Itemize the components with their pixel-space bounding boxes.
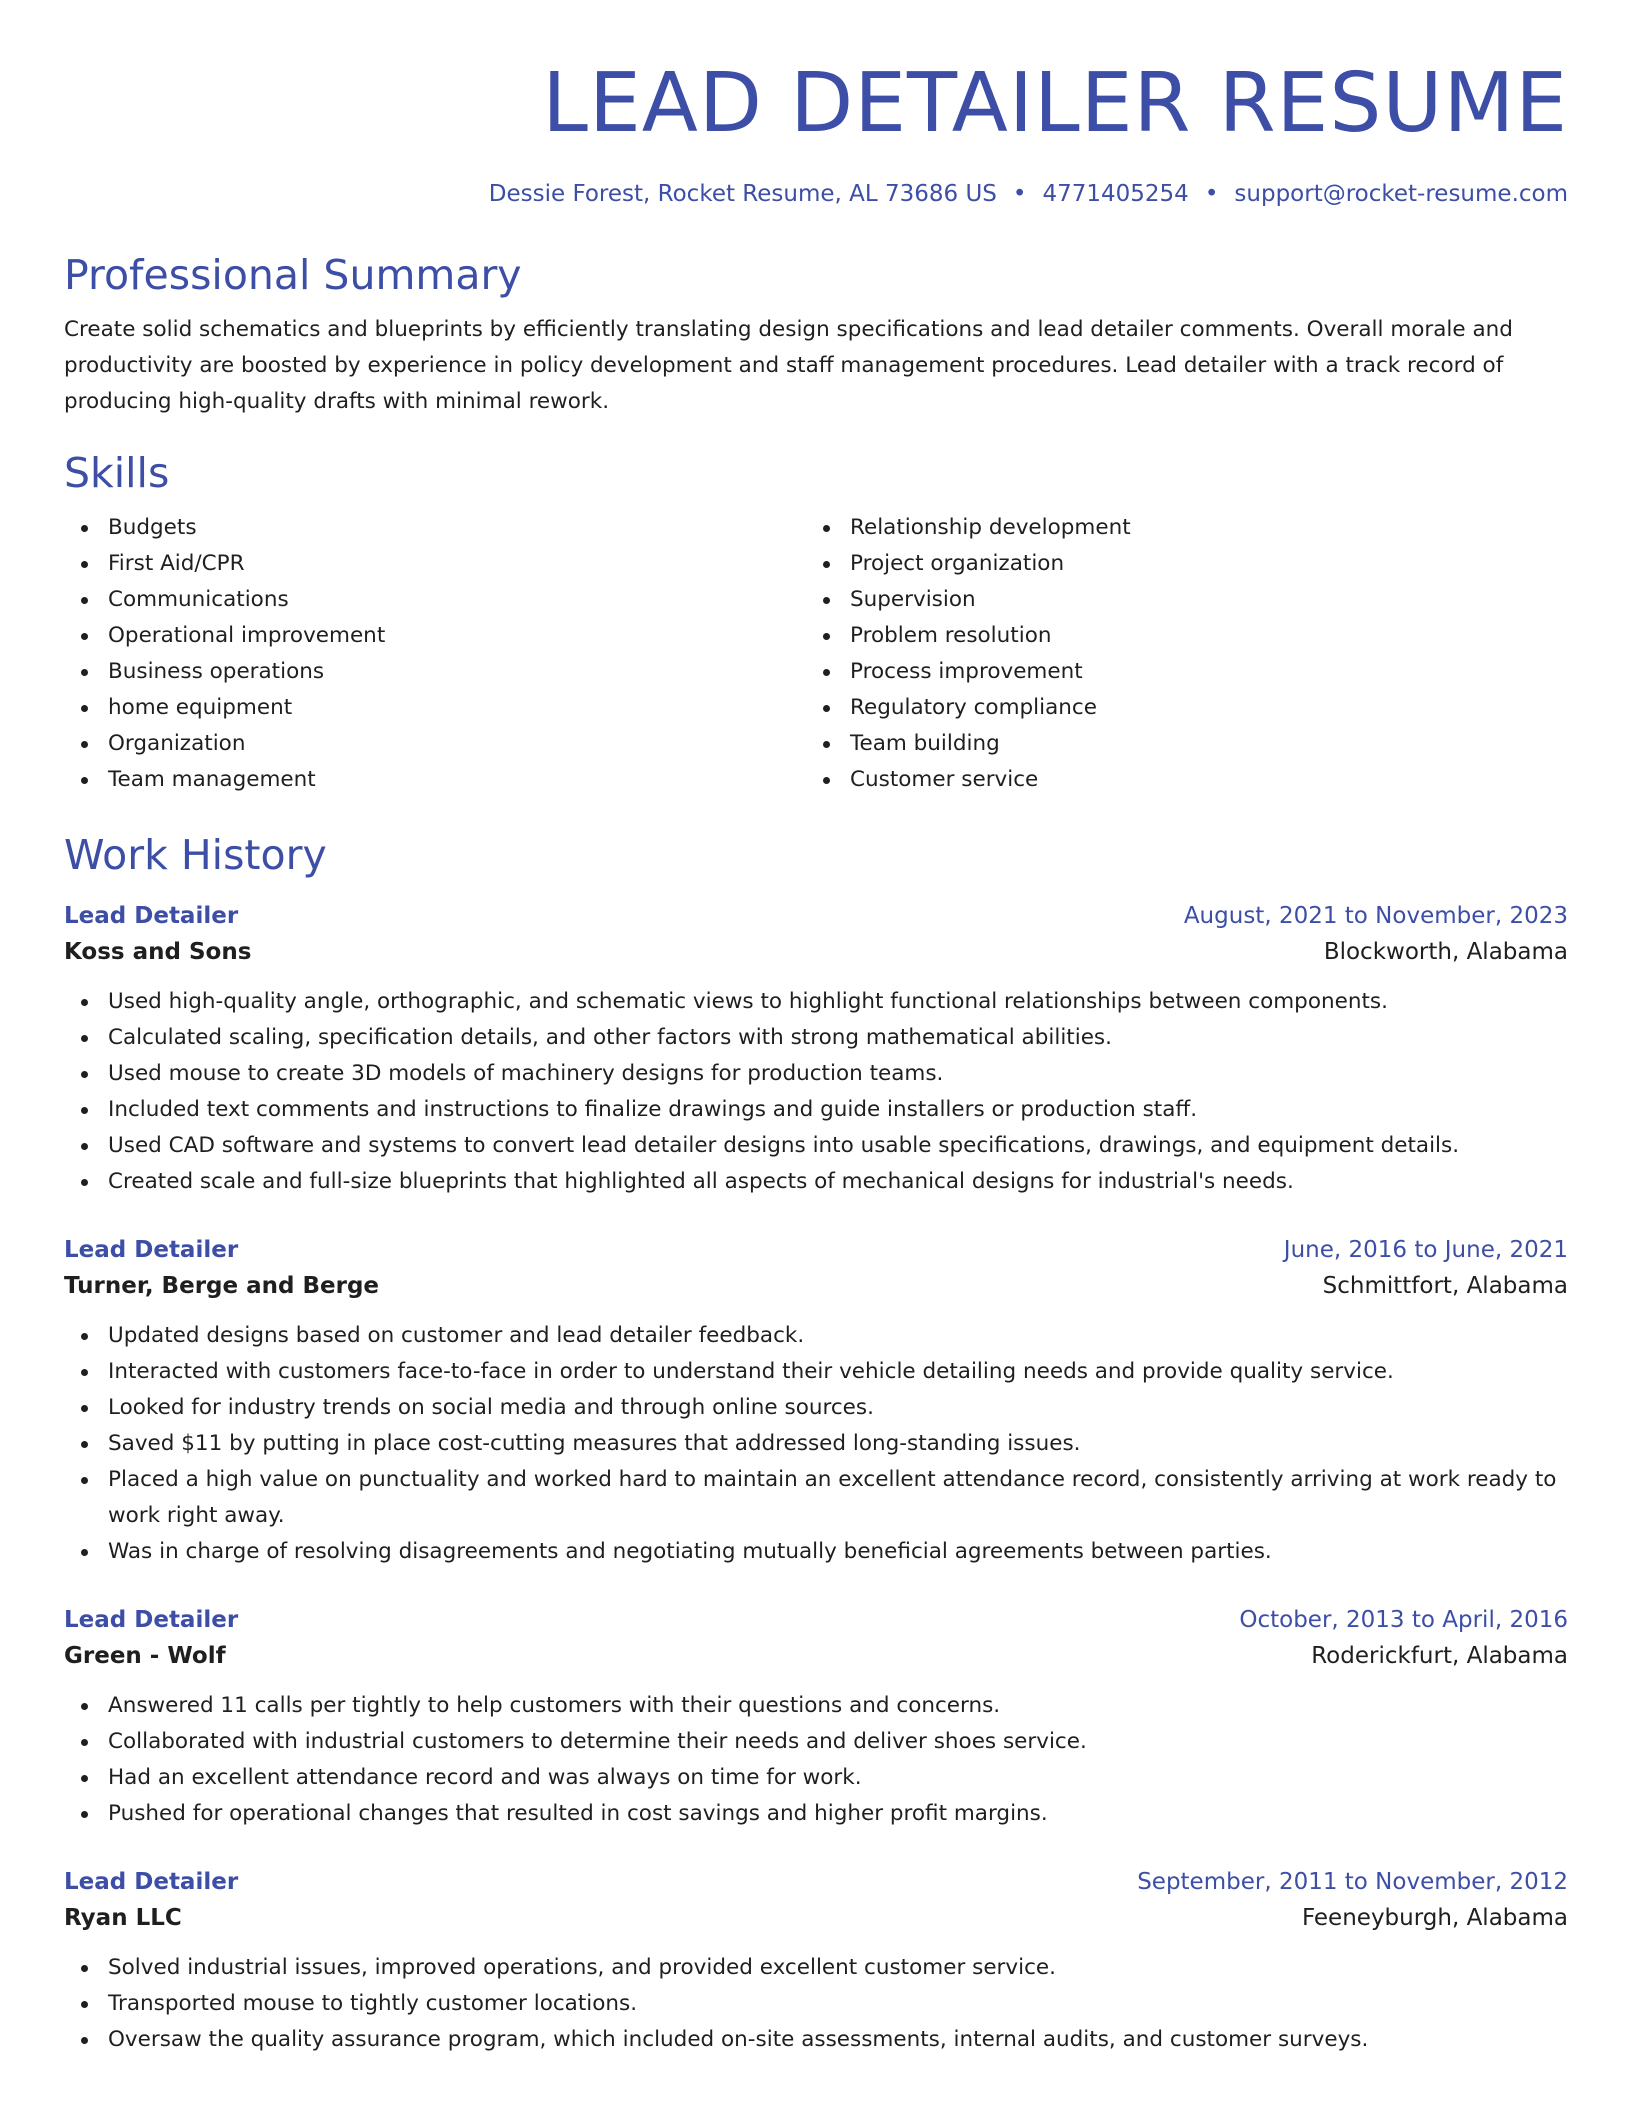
job-duty-item-text: Updated designs based on customer and lead detailer feedback. — [108, 1323, 805, 1348]
skill-item-text: Regulatory compliance — [850, 695, 1097, 720]
job-duty-item — [64, 1950, 1568, 1986]
job-duty-item-text: Collaborated with industrial customers to determine their needs and deliver shoes service. — [108, 1729, 1087, 1754]
job-entry — [64, 1864, 1568, 2058]
skill-item-text: Organization — [108, 731, 246, 756]
skill-item-text: Budgets — [108, 515, 197, 540]
work-history-heading: Work History — [64, 831, 327, 879]
job-duties-list — [64, 1950, 1568, 2058]
bullet-icon — [823, 561, 830, 568]
contact-separator: • — [1012, 181, 1027, 207]
bullet-icon — [81, 1965, 88, 1972]
job-duty-item — [64, 1390, 1568, 1426]
skill-item — [64, 726, 806, 762]
summary-text: Create solid schematics and blueprints by efficiently translating design specifications and lead detailer comments. Overall morale and productivity are boosted by experience in policy development and staff management procedures. Lead detailer with a track record of producing high-quality drafts with minimal rework. — [64, 317, 1513, 414]
resume-title: LEAD DETAILER RESUME — [542, 56, 1568, 151]
skill-item-text: Project organization — [850, 551, 1065, 576]
job-duty-item-text: Calculated scaling, specification details, and other factors with strong mathematical abilities. — [108, 1025, 1112, 1050]
job-duty-item-text: Answered 11 calls per tightly to help customers with their questions and concerns. — [108, 1693, 1001, 1718]
skill-item — [806, 762, 1548, 798]
bullet-icon — [81, 777, 88, 784]
bullet-icon — [81, 1143, 88, 1150]
bullet-icon — [81, 1703, 88, 1710]
job-duties-list — [64, 984, 1568, 1200]
bullet-icon — [81, 705, 88, 712]
job-company: Ryan LLC — [64, 1905, 182, 1931]
job-title: Lead Detailer — [64, 1607, 239, 1633]
skill-item — [806, 654, 1548, 690]
skill-item — [806, 510, 1548, 546]
job-duty-item-text: Transported mouse to tightly customer locations. — [108, 1991, 638, 2016]
job-duty-item-text: Used high-quality angle, orthographic, and schematic views to highlight functional relationships between components. — [108, 989, 1388, 1014]
bullet-icon — [81, 1477, 88, 1484]
job-dates: June, 2016 to June, 2021 — [1283, 1237, 1568, 1263]
skill-item — [64, 690, 806, 726]
job-duty-item — [64, 1796, 1568, 1832]
job-duty-item — [64, 1688, 1568, 1724]
bullet-icon — [81, 1071, 88, 1078]
bullet-icon — [81, 1441, 88, 1448]
job-title: Lead Detailer — [64, 903, 239, 929]
job-duty-item-text: Oversaw the quality assurance program, which included on-site assessments, internal audits, and customer surveys. — [108, 2027, 1369, 2052]
job-duty-item — [64, 1020, 1568, 1056]
job-dates: August, 2021 to November, 2023 — [1183, 903, 1568, 929]
skills-columns — [64, 510, 1568, 798]
skill-item-text: First Aid/CPR — [108, 551, 245, 576]
job-duty-item-text: Placed a high value on punctuality and worked hard to maintain an excellent attendance record, consistently arriving at work ready to work right away. — [108, 1467, 1557, 1528]
bullet-icon — [823, 669, 830, 676]
skills-heading: Skills — [64, 449, 170, 497]
job-duty-item-text: Looked for industry trends on social media and through online sources. — [108, 1395, 874, 1420]
job-duty-item — [64, 2022, 1568, 2058]
job-company-row — [64, 934, 1568, 970]
job-duty-item — [64, 984, 1568, 1020]
skill-item-text: Team management — [108, 767, 316, 792]
bullet-icon — [81, 525, 88, 532]
job-duty-item-text: Interacted with customers face-to-face in order to understand their vehicle detailing needs and provide quality service. — [108, 1359, 1394, 1384]
job-duty-item — [64, 1056, 1568, 1092]
skill-item — [64, 762, 806, 798]
skill-item — [806, 690, 1548, 726]
job-duty-item — [64, 1986, 1568, 2022]
job-duty-item-text: Pushed for operational changes that resulted in cost savings and higher profit margins. — [108, 1801, 1048, 1826]
bullet-icon — [81, 1775, 88, 1782]
skill-item-text: home equipment — [108, 695, 293, 720]
bullet-icon — [81, 1107, 88, 1114]
bullet-icon — [81, 669, 88, 676]
skill-item-text: Team building — [850, 731, 1000, 756]
job-duty-item-text: Was in charge of resolving disagreements and negotiating mutually beneficial agreements between parties. — [108, 1539, 1272, 1564]
skill-item — [806, 726, 1548, 762]
job-header-row — [64, 898, 1568, 934]
job-company: Turner, Berge and Berge — [64, 1273, 380, 1299]
contact-separator: • — [1204, 181, 1219, 207]
job-dates: October, 2013 to April, 2016 — [1239, 1607, 1568, 1633]
bullet-icon — [81, 597, 88, 604]
skill-item — [64, 510, 806, 546]
bullet-icon — [81, 633, 88, 640]
job-header-row — [64, 1232, 1568, 1268]
skill-item-text: Problem resolution — [850, 623, 1052, 648]
job-duty-item — [64, 1318, 1568, 1354]
job-location: Schmittfort, Alabama — [1322, 1273, 1568, 1299]
job-location: Feeneyburgh, Alabama — [1301, 1905, 1568, 1931]
bullet-icon — [823, 633, 830, 640]
skill-item — [806, 618, 1548, 654]
job-entry — [64, 1602, 1568, 1832]
bullet-icon — [823, 705, 830, 712]
contact-address: Dessie Forest, Rocket Resume, AL 73686 US — [488, 181, 997, 207]
resume-page — [64, 0, 1568, 2058]
job-company-row — [64, 1900, 1568, 1936]
skill-item-text: Relationship development — [850, 515, 1131, 540]
job-duty-item — [64, 1128, 1568, 1164]
job-duty-item — [64, 1354, 1568, 1390]
job-title: Lead Detailer — [64, 1237, 239, 1263]
job-duties-list — [64, 1688, 1568, 1832]
job-duty-item-text: Created scale and full-size blueprints that highlighted all aspects of mechanical designs for industrial's needs. — [108, 1169, 1294, 1194]
job-duty-item — [64, 1462, 1568, 1534]
job-location: Blockworth, Alabama — [1323, 939, 1568, 965]
bullet-icon — [81, 1549, 88, 1556]
job-duty-item — [64, 1534, 1568, 1570]
work-history-list — [64, 898, 1568, 2058]
bullet-icon — [81, 1405, 88, 1412]
job-company: Koss and Sons — [64, 939, 252, 965]
job-duty-item-text: Used mouse to create 3D models of machinery designs for production teams. — [108, 1061, 944, 1086]
bullet-icon — [81, 1369, 88, 1376]
skills-right-list — [806, 510, 1548, 798]
bullet-icon — [81, 741, 88, 748]
job-company-row — [64, 1268, 1568, 1304]
job-duty-item-text: Included text comments and instructions to finalize drawings and guide installers or production staff. — [108, 1097, 1198, 1122]
bullet-icon — [81, 1333, 88, 1340]
job-header-row — [64, 1864, 1568, 1900]
bullet-icon — [823, 597, 830, 604]
skill-item — [806, 546, 1548, 582]
job-company-row — [64, 1638, 1568, 1674]
bullet-icon — [823, 741, 830, 748]
summary-heading: Professional Summary — [64, 251, 522, 299]
job-duty-item-text: Saved $11 by putting in place cost-cutting measures that addressed long-standing issues. — [108, 1431, 1081, 1456]
bullet-icon — [81, 999, 88, 1006]
job-duty-item-text: Used CAD software and systems to convert lead detailer designs into usable specifications, drawings, and equipment details. — [108, 1133, 1460, 1158]
skill-item-text: Communications — [108, 587, 289, 612]
skill-item — [64, 654, 806, 690]
bullet-icon — [81, 2037, 88, 2044]
job-duty-item — [64, 1760, 1568, 1796]
bullet-icon — [823, 525, 830, 532]
contact-email[interactable]: support@rocket-resume.com — [1234, 181, 1568, 207]
skill-item — [64, 582, 806, 618]
job-duty-item — [64, 1724, 1568, 1760]
skills-left-list — [64, 510, 806, 798]
skill-item-text: Process improvement — [850, 659, 1083, 684]
job-entry — [64, 898, 1568, 1200]
bullet-icon — [81, 1035, 88, 1042]
job-header-row — [64, 1602, 1568, 1638]
job-duty-item-text: Solved industrial issues, improved operations, and provided excellent customer service. — [108, 1955, 1056, 1980]
skill-item-text: Customer service — [850, 767, 1039, 792]
skill-item-text: Operational improvement — [108, 623, 386, 648]
skill-item — [806, 582, 1548, 618]
skill-item — [64, 546, 806, 582]
job-entry — [64, 1232, 1568, 1570]
contact-line — [64, 178, 1568, 210]
job-title: Lead Detailer — [64, 1869, 239, 1895]
job-location: Roderickfurt, Alabama — [1311, 1643, 1568, 1669]
job-duty-item — [64, 1092, 1568, 1128]
bullet-icon — [81, 1739, 88, 1746]
job-dates: September, 2011 to November, 2012 — [1137, 1869, 1568, 1895]
job-duty-item-text: Had an excellent attendance record and was always on time for work. — [108, 1765, 862, 1790]
bullet-icon — [81, 1179, 88, 1186]
skill-item — [64, 618, 806, 654]
bullet-icon — [823, 777, 830, 784]
bullet-icon — [81, 1811, 88, 1818]
job-duty-item — [64, 1164, 1568, 1200]
skill-item-text: Business operations — [108, 659, 325, 684]
job-company: Green - Wolf — [64, 1643, 226, 1669]
job-duty-item — [64, 1426, 1568, 1462]
job-duties-list — [64, 1318, 1568, 1570]
skill-item-text: Supervision — [850, 587, 976, 612]
bullet-icon — [81, 2001, 88, 2008]
contact-phone: 4771405254 — [1042, 181, 1189, 207]
bullet-icon — [81, 561, 88, 568]
